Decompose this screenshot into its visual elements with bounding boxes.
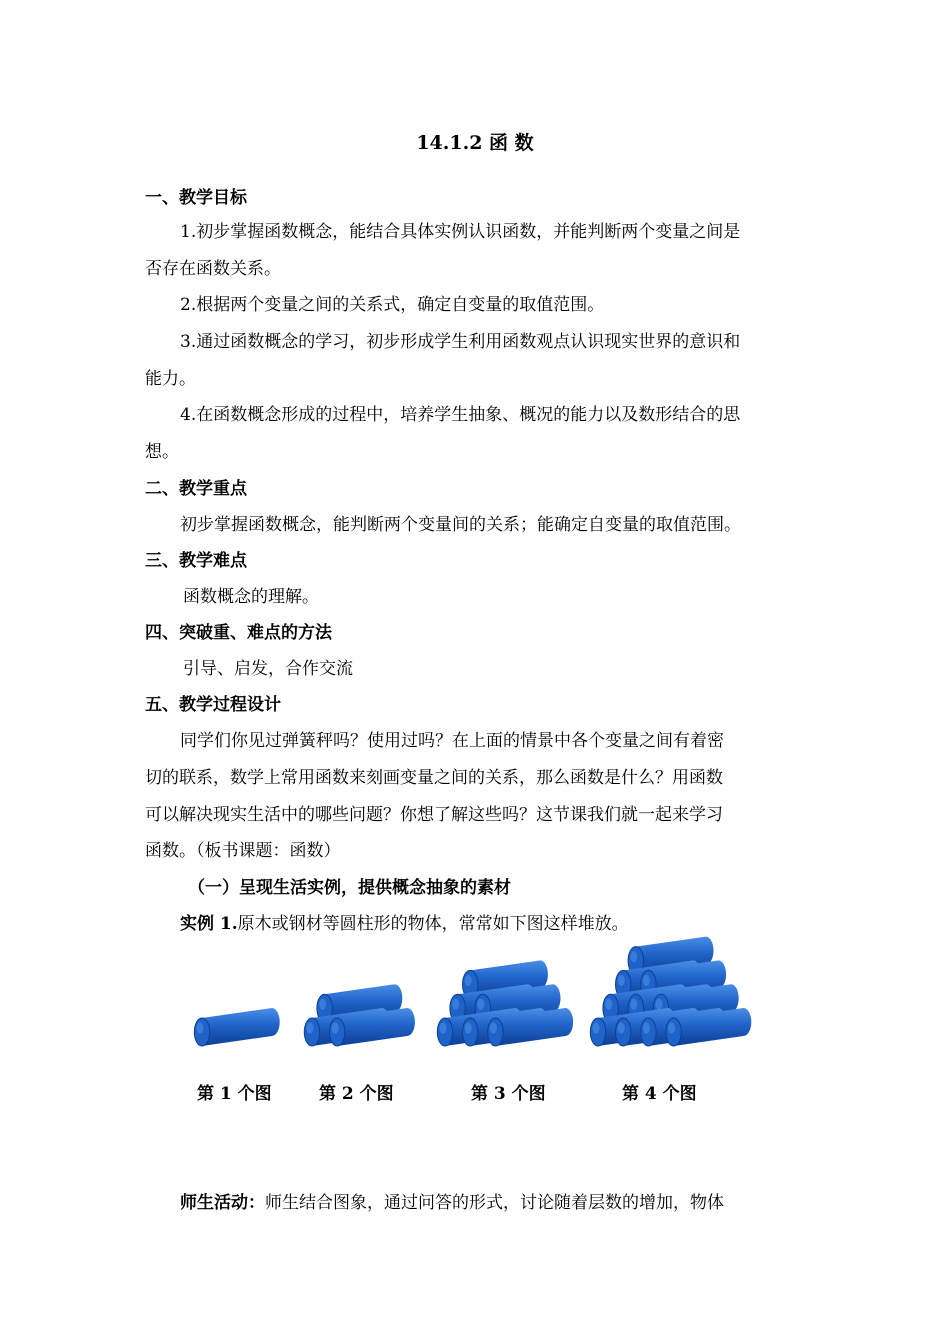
example-1 [180, 909, 629, 934]
cylinder-highlight [643, 975, 650, 986]
example-text: 原木或钢材等圆柱形的物体，常常如下图这样堆放。 [237, 914, 629, 934]
cylinder-highlight [643, 1022, 650, 1033]
intro-line-1: 同学们你见过弹簧秤吗？使用过吗？在上面的情景中各个变量之间有着密 [180, 731, 724, 751]
figure-caption-1: 第 1 个图 [197, 1084, 272, 1104]
cylinder-highlight [668, 1022, 675, 1033]
cylinder-highlight [605, 999, 612, 1010]
cylinder-highlight [656, 999, 663, 1010]
cylinder-highlight [307, 1022, 314, 1033]
section-heading-2: 二、教学重点 [145, 479, 247, 499]
intro-line-4: 函数。（板书课题：函数） [145, 841, 341, 861]
page-title: 14.1.2 函 数 [416, 132, 534, 154]
example-label: 实例 1. [180, 914, 238, 934]
teacher-student-activity [180, 1188, 724, 1213]
cylinder-highlight [465, 1022, 472, 1033]
cylinder-highlight [465, 975, 472, 986]
cylinder-stack-3 [437, 960, 573, 1046]
cylinder-highlight [630, 951, 637, 962]
cylinder-highlight [452, 999, 459, 1010]
cylinder-highlight [630, 999, 637, 1010]
activity-text: 师生结合图象，通过问答的形式，讨论随着层数的增加，物体 [265, 1193, 724, 1213]
section-heading-1: 一、教学目标 [145, 188, 247, 208]
cylinder-stack-1 [194, 1008, 279, 1046]
section-heading-5: 五、教学过程设计 [145, 695, 281, 715]
figure-caption-4: 第 4 个图 [622, 1084, 697, 1104]
cylinder-highlight [618, 1022, 625, 1033]
stacked-cylinders-figures [190, 935, 760, 1060]
figure-caption-3: 第 3 个图 [471, 1084, 546, 1104]
goal-2: 2.根据两个变量之间的关系式，确定自变量的取值范围。 [180, 295, 605, 315]
activity-label: 师生活动： [180, 1193, 265, 1213]
cylinder-stack-4 [590, 937, 751, 1046]
goal-3-line-2: 能力。 [145, 369, 196, 389]
cylinder-highlight [618, 975, 625, 986]
section-heading-3: 三、教学难点 [145, 551, 247, 571]
cylinder-body [202, 1008, 280, 1046]
intro-line-2: 切的联系，数学上常用函数来刻画变量之间的关系，那么函数是什么？用函数 [145, 768, 723, 788]
goal-4-line-2: 想。 [145, 442, 179, 462]
cylinder-highlight [477, 999, 484, 1010]
goal-4-line-1: 4.在函数概念形成的过程中，培养学生抽象、概况的能力以及数形结合的思 [180, 405, 741, 425]
method-text: 引导、启发，合作交流 [183, 659, 353, 679]
difficulty-text: 函数概念的理解。 [183, 587, 319, 607]
cylinder-highlight [440, 1022, 447, 1033]
cylinder-highlight [197, 1022, 204, 1033]
goal-1-line-2: 否存在函数关系。 [145, 259, 281, 279]
cylinder-stack-2 [304, 984, 415, 1046]
section-heading-4: 四、突破重、难点的方法 [145, 623, 332, 643]
cylinder-highlight [332, 1022, 339, 1033]
intro-line-3: 可以解决现实生活中的哪些问题？你想了解这些吗？这节课我们就一起来学习 [145, 805, 723, 825]
cylinder-highlight [490, 1022, 497, 1033]
cylinder-highlight [319, 999, 326, 1010]
key-points-text: 初步掌握函数概念，能判断两个变量间的关系；能确定自变量的取值范围。 [180, 515, 741, 535]
goal-3-line-1: 3.通过函数概念的学习，初步形成学生利用函数观点认识现实世界的意识和 [180, 332, 741, 352]
goal-1-line-1: 1.初步掌握函数概念，能结合具体实例认识函数，并能判断两个变量之间是 [180, 222, 741, 242]
figure-caption-2: 第 2 个图 [319, 1084, 394, 1104]
cylinder-highlight [593, 1022, 600, 1033]
subsection-heading-1: （一）呈现生活实例，提供概念抽象的素材 [188, 878, 511, 898]
